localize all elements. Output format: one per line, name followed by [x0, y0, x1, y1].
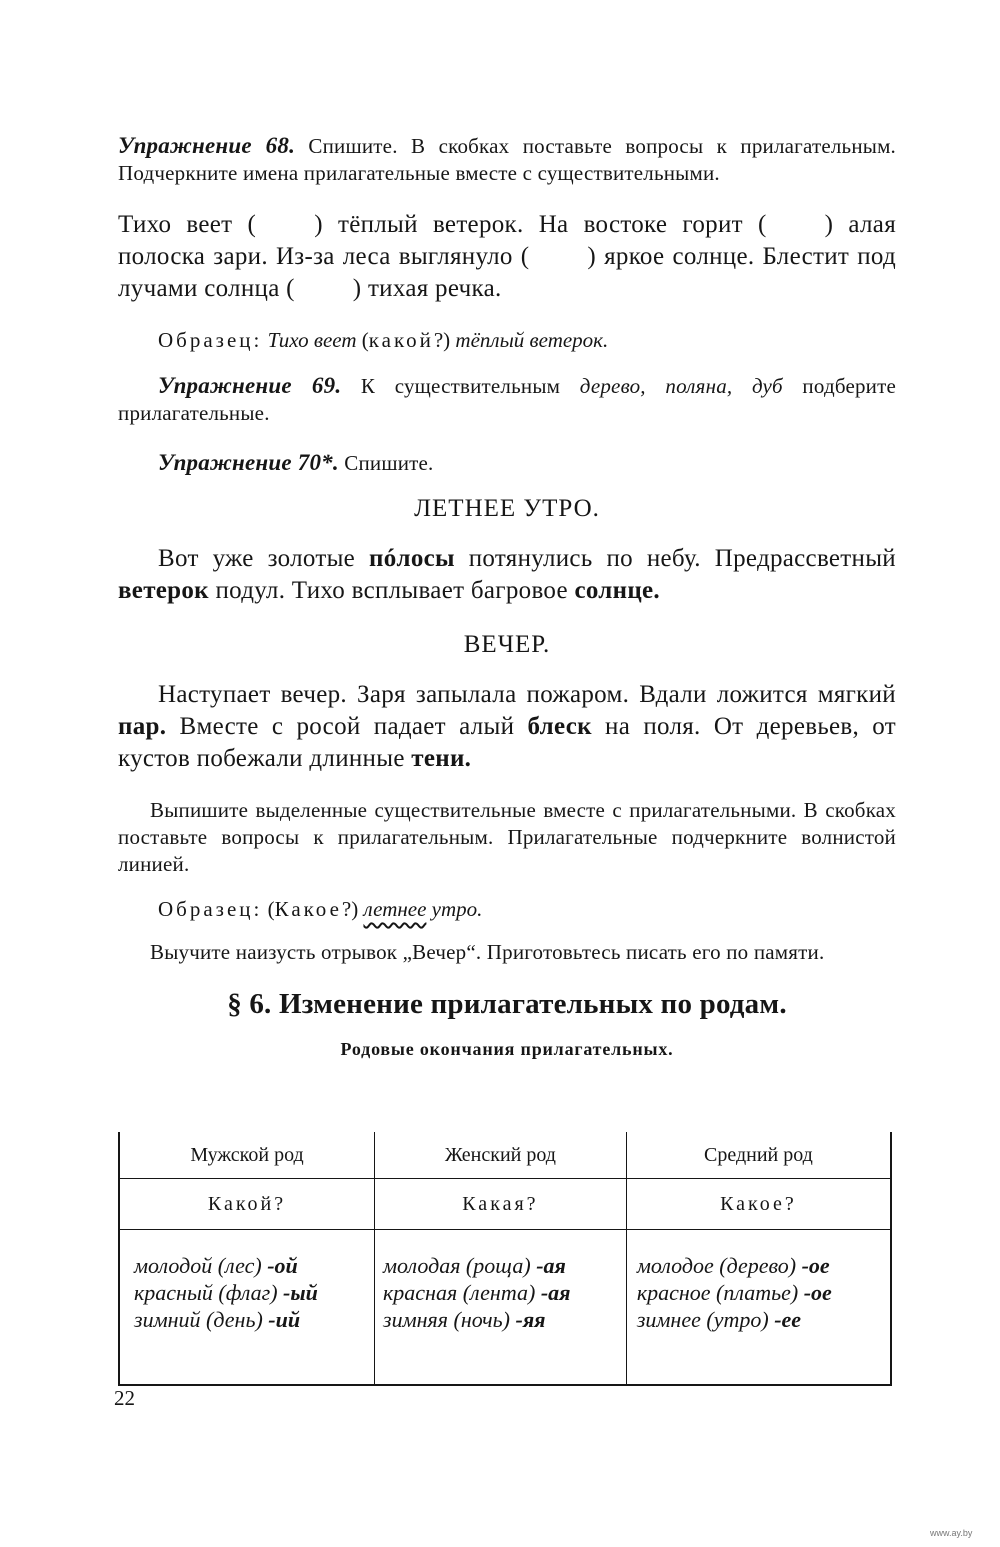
summer-morning-text: [118, 543, 896, 607]
exercise-70: [118, 449, 896, 477]
highlighted-noun: пóлосы: [368, 545, 455, 572]
examples-neuter: [626, 1230, 891, 1386]
table-question-row: [119, 1179, 891, 1230]
sample-word: Образец:: [158, 897, 263, 921]
examples-feminine: [375, 1230, 627, 1386]
example-ending: -ее: [774, 1307, 802, 1332]
question-masculine: Какой?: [119, 1179, 375, 1230]
example-line: [134, 1252, 374, 1279]
example-ending: -яя: [515, 1307, 546, 1332]
sample-1: [118, 327, 896, 354]
highlighted-noun: блеск: [527, 713, 592, 740]
sample-question: какой: [368, 328, 434, 352]
example-word: молодая (роща): [383, 1253, 531, 1278]
text-part: Наступает вечер. Заря запылала пожаром. Вдали ложится мягкий: [158, 681, 896, 708]
section-title: § 6. Изменение прилагательных по родам.: [227, 988, 787, 1020]
sample-word: Образец:: [158, 328, 263, 352]
example-ending: -ий: [268, 1307, 301, 1332]
example-ending: -ая: [540, 1280, 571, 1305]
passage-part: Тихо веет (: [118, 211, 257, 238]
exercise-70-text: Спишите.: [338, 451, 434, 475]
sample-noun: утро.: [426, 897, 483, 921]
text-part: Вместе с росой падает алый: [166, 713, 528, 740]
exercise-68-text: Спишите. В скобках поставьте вопросы к прилагательным. Подчеркните имена прилагательные вместе с существительными.: [118, 134, 897, 185]
exercise-70-label: Упражнение 70*.: [158, 450, 339, 475]
example-word: зимний (день): [134, 1307, 263, 1332]
example-ending: -ое: [803, 1280, 832, 1305]
passage-part: ) алая полоска зари. Из-за леса выглянуло (: [118, 211, 897, 270]
exercise-69-text: К существительным: [341, 374, 580, 398]
paren: ?): [433, 328, 451, 352]
example-line: [134, 1306, 374, 1333]
textbook-page: [118, 132, 896, 1060]
question-neuter: Какое?: [626, 1179, 891, 1230]
text-part: Вот уже золотые: [158, 545, 369, 572]
passage-part: ) тихая речка.: [352, 275, 502, 302]
example-ending: -ая: [536, 1253, 566, 1278]
example-word: красная (лента): [383, 1280, 536, 1305]
table-examples-row: [119, 1230, 891, 1386]
heading-evening: ВЕЧЕР.: [463, 631, 551, 658]
watermark: www.ay.by: [930, 1528, 973, 1538]
wavy-underlined-adjective: летнее: [363, 897, 427, 921]
examples-masculine: [119, 1230, 375, 1386]
example-word: красное (платье): [636, 1280, 799, 1305]
evening-text: [118, 679, 896, 775]
example-ending: -ый: [283, 1280, 318, 1305]
question-feminine: Какая?: [375, 1179, 627, 1230]
text-part: потянулись по небу. Предрассветный: [454, 545, 896, 572]
exercise-68-passage: [118, 209, 896, 305]
exercise-69-words: дерево, поляна, дуб: [579, 374, 783, 398]
example-ending: -ое: [801, 1253, 830, 1278]
sample-2: [118, 896, 896, 923]
exercise-69-text: подберите прилагательные.: [118, 374, 896, 425]
example-word: красный (флаг): [134, 1280, 278, 1305]
highlighted-noun: пар.: [118, 713, 167, 740]
example-line: [383, 1279, 626, 1306]
header-feminine: Женский род: [375, 1132, 627, 1179]
sample-italic: Тихо веет: [267, 328, 357, 352]
text-part: на поля. От деревьев, от кустов побежали длинные: [118, 713, 896, 772]
highlighted-noun: тени.: [411, 745, 472, 772]
exercise-69-label: Упражнение 69.: [158, 373, 342, 398]
highlighted-noun: солнце.: [574, 577, 660, 604]
sample-italic: тёплый ветерок.: [455, 328, 609, 352]
example-word: зимнее (утро): [636, 1307, 769, 1332]
endings-table: [118, 1132, 892, 1386]
example-line: [383, 1306, 626, 1333]
header-neuter: Средний род: [626, 1132, 891, 1179]
example-line: [134, 1279, 374, 1306]
exercise-69: [118, 372, 896, 427]
sample-question: Какое: [274, 897, 342, 921]
text-part: подул. Тихо всплывает багровое: [208, 577, 575, 604]
paren: (: [361, 328, 369, 352]
passage-part: ) тёплый ветерок. На востоке горит (: [314, 211, 767, 238]
header-masculine: Мужской род: [119, 1132, 375, 1179]
table-caption: Родовые окончания прилагательных.: [340, 1039, 674, 1059]
example-line: [637, 1279, 890, 1306]
table-header-row: [119, 1132, 891, 1179]
example-word: молодое (дерево): [636, 1253, 797, 1278]
highlighted-noun: ветерок: [118, 577, 209, 604]
example-word: зимняя (ночь): [383, 1307, 510, 1332]
paren: ?): [341, 897, 359, 921]
page-number: 22: [114, 1386, 135, 1410]
exercise-68-label: Упражнение 68.: [118, 133, 296, 158]
paren: (: [267, 897, 275, 921]
passage-part: ) яркое солнце. Блестит под лучами солнца (: [118, 243, 896, 302]
example-ending: -ой: [267, 1253, 298, 1278]
task-instructions: Выпишите выделенные существительные вместе с прилагательными. В скобках поставьте вопросы к прилагательным. Прилагательные подчеркните волнистой линией.: [118, 798, 896, 876]
memorize-instructions: Выучите наизусть отрывок „Вечер“. Приготовьтесь писать его по памяти.: [150, 940, 825, 964]
exercise-68: [118, 132, 896, 187]
example-line: [637, 1252, 890, 1279]
example-line: [383, 1252, 626, 1279]
heading-summer-morning: ЛЕТНЕЕ УТРО.: [414, 495, 600, 522]
example-line: [637, 1306, 890, 1333]
example-word: молодой (лес): [134, 1253, 262, 1278]
